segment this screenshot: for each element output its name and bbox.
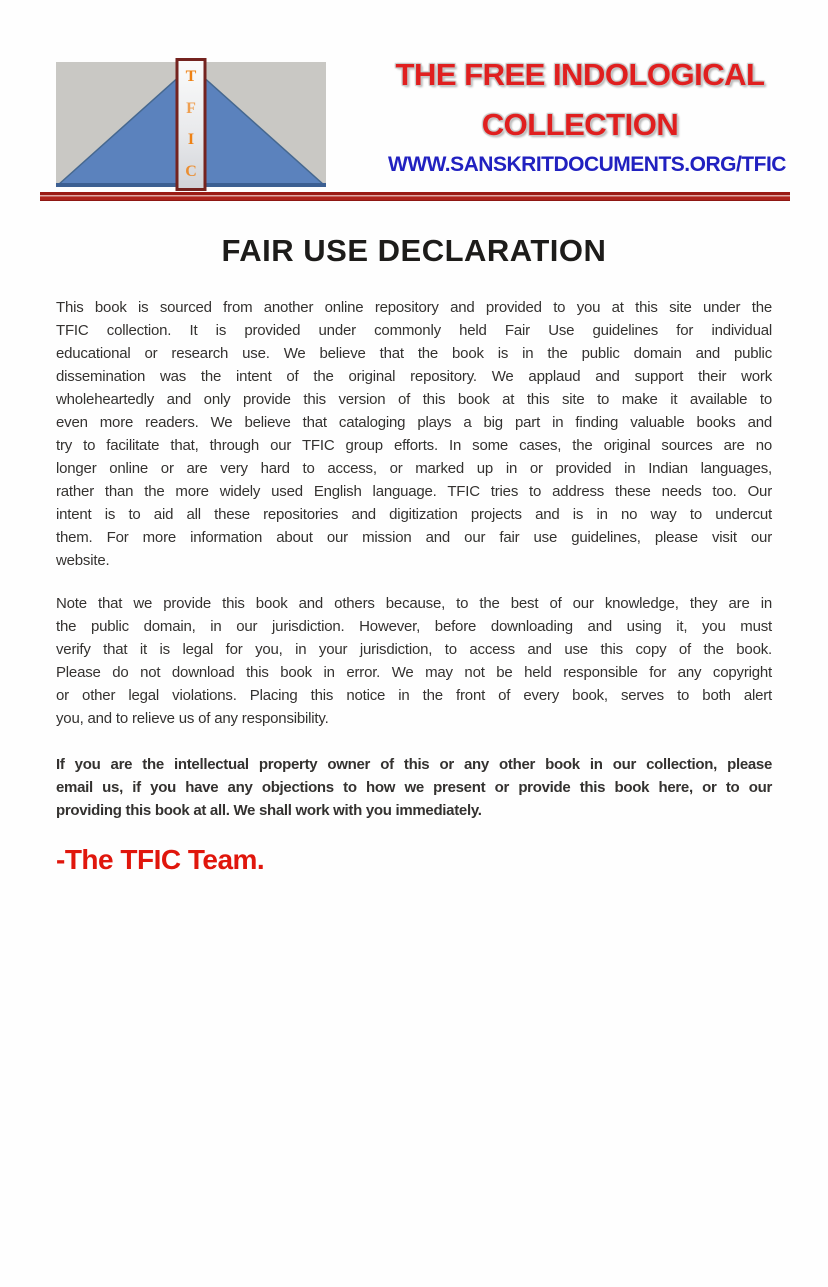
text-line: TFIC collection. It is provided under commonly held Fair Use guidelines for individual: [56, 322, 772, 339]
text-line: longer online or are very hard to access, or marked up in or provided in Indian languages,: [56, 460, 772, 477]
org-name-line2: COLLECTION: [481, 107, 679, 142]
text-line: Note that we provide this book and others because, to the best of our knowledge, they are in: [56, 595, 772, 612]
banner-letter: C: [185, 163, 197, 181]
text-line: email us, if you have any objections to how we present or provide this book here, or to our: [56, 779, 772, 796]
declaration-body: [56, 296, 772, 875]
tfic-logo: [56, 62, 326, 187]
fair-use-paragraph-1: [56, 296, 772, 572]
text-line: try to facilitate that, through our TFIC group efforts. In some cases, the original sources are no: [56, 437, 772, 454]
page-title: FAIR USE DECLARATION: [221, 233, 607, 268]
text-line: If you are the intellectual property owner of this or any other book in our collection, please: [56, 756, 772, 773]
text-line: even more readers. We believe that cataloging plays a big part in finding valuable books and: [56, 414, 772, 431]
text-line: verify that it is legal for you, in your jurisdiction, to access and use this copy of the book.: [56, 641, 772, 658]
tfic-team-signature: -The TFIC Team.: [56, 844, 265, 875]
text-line: wholeheartedly and only provide this version of this book at this site to make it available to: [56, 391, 772, 408]
text-line: educational or research use. We believe that the book is in the public domain and public: [56, 345, 772, 362]
text-line: providing this book at all. We shall work with you immediately.: [56, 802, 482, 819]
banner-letter: T: [185, 67, 197, 85]
org-website-url: WWW.SANSKRITDOCUMENTS.ORG/TFIC: [388, 153, 786, 176]
text-line: intent is to aid all these repositories and digitization projects and is in no way to undercut: [56, 506, 772, 523]
text-line: the public domain, in our jurisdiction. However, before downloading and using it, you must: [56, 618, 772, 635]
text-line: website.: [56, 552, 110, 569]
tfic-banner: [176, 58, 207, 191]
double-red-rule: [40, 192, 790, 201]
text-line: or other legal violations. Placing this notice in the front of every book, serves to both alert: [56, 687, 772, 704]
text-line: rather than the more widely used English language. TFIC tries to address these needs too. Our: [56, 483, 772, 500]
fair-use-paragraph-2: [56, 592, 772, 730]
org-name-line1: THE FREE INDOLOGICAL: [395, 57, 765, 92]
text-line: This book is sourced from another online repository and provided to you at this site under the: [56, 299, 772, 316]
banner-letter: F: [186, 99, 196, 117]
fair-use-paragraph-3: [56, 753, 772, 822]
text-line: you, and to relieve us of any responsibility.: [56, 710, 329, 727]
text-line: dissemination was the intent of the original repository. We applaud and support their work: [56, 368, 772, 385]
header-text-block: [388, 57, 786, 177]
text-line: them. For more information about our mission and our fair use guidelines, please visit our: [56, 529, 772, 546]
banner-letter: I: [187, 131, 195, 149]
text-line: Please do not download this book in error. We may not be held responsible for any copyright: [56, 664, 772, 681]
